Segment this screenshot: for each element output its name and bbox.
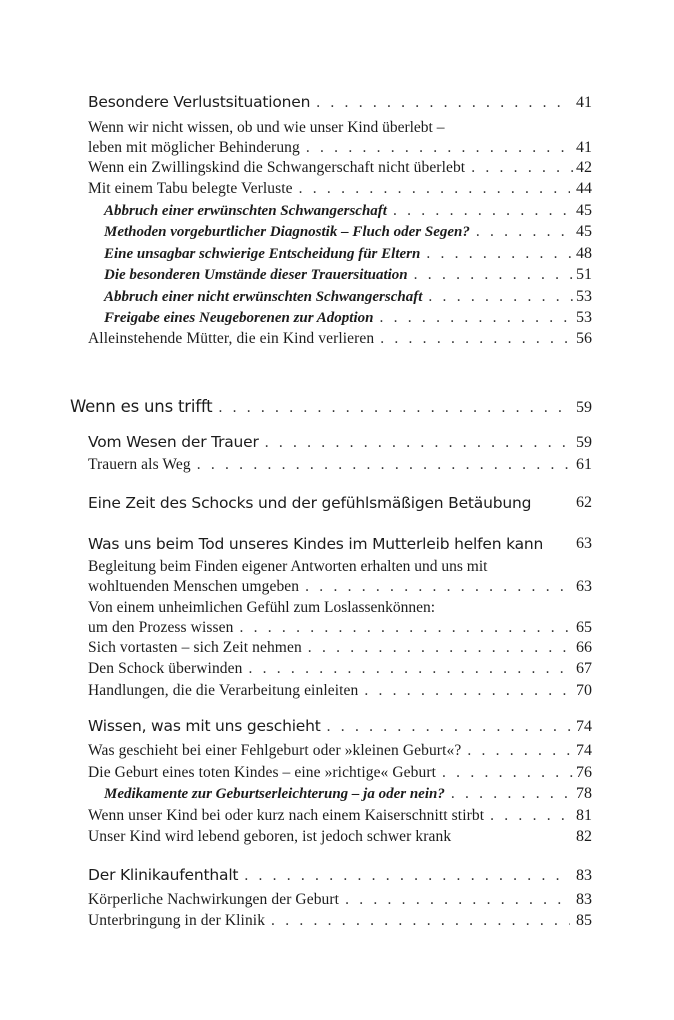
toc-entry [88,455,592,475]
toc-entry-title: Körperliche Nachwirkungen der Geburt [88,891,340,908]
toc-entry-title: Was geschieht bei einer Fehlgeburt oder »kleinen Geburt«? [88,742,462,759]
toc-entry-title-line1: Wenn wir nicht wissen, ob und wie unser Kind überlebt – [88,119,445,136]
toc-entry-sub [104,265,592,285]
toc-page-number: 51 [576,266,592,283]
toc-entry [88,158,592,178]
toc-page-number: 78 [576,785,592,802]
toc-entry [88,911,592,931]
toc-page-number: 41 [576,139,592,156]
toc-entry [88,890,592,910]
toc-entry-title: Methoden vorgeburtlicher Diagnostik – Fluch oder Segen? [104,224,470,240]
toc-entry-title: Eine unsagbar schwierige Entscheidung für Eltern [104,246,421,262]
toc-entry-title: Den Schock überwinden [88,660,243,677]
toc-entry-sub [104,784,592,804]
dot-leader [305,577,570,597]
toc-page-number: 42 [576,159,592,176]
toc-page-number: 76 [576,764,592,781]
toc-page-number: 85 [576,912,592,929]
toc-page-number: 53 [576,309,592,326]
toc-entry-section [88,493,592,513]
toc-page-number: 74 [576,742,592,759]
toc-entry-section [88,865,592,886]
toc-entry-title: leben mit möglicher Behinderung [88,139,300,156]
dot-leader [345,890,571,910]
toc-entry [88,681,592,701]
toc-page-number: 63 [576,535,592,552]
dot-leader [316,93,571,113]
dot-leader [364,681,572,701]
toc-entry-title: Wenn es uns trifft [70,397,213,416]
toc-page-number: 70 [576,682,592,699]
toc-entry-section [88,716,592,737]
toc-entry-title: Handlungen, die die Verarbeitung einleiten [88,682,359,699]
dot-leader [248,659,569,679]
toc-page-number: 67 [576,660,592,677]
toc-entry-title: wohltuenden Menschen umgeben [88,578,300,595]
dot-leader [414,265,573,285]
toc-entry-title: Unser Kind wird lebend geboren, ist jedoch schwer krank [88,828,452,845]
toc-entry [88,827,592,847]
dot-leader [239,618,568,638]
toc-page-number: 83 [576,891,592,908]
toc-entry-title: Unterbringung in der Klinik [88,912,266,929]
toc-entry [88,179,592,199]
toc-entry-title: Was uns beim Tod unseres Kindes im Mutterleib helfen kann [88,535,544,553]
toc-entry-sub [104,222,592,242]
toc-entry [88,659,592,679]
toc-entry [88,806,592,826]
toc-entry-sub [104,201,592,221]
toc-entry-title: Abbruch einer nicht erwünschten Schwangerschaft [104,289,423,305]
dot-leader [380,329,572,349]
toc-page-number: 45 [576,202,592,219]
toc-entry [88,118,592,158]
toc-page-number: 74 [576,718,592,735]
toc-entry-title: Wenn unser Kind bei oder kurz nach einem Kaiserschnitt stirbt [88,807,485,824]
toc-entry-title: Mit einem Tabu belegte Verluste [88,180,293,197]
toc-entry-chapter [70,397,592,418]
dot-leader [327,717,571,737]
toc-page-number: 62 [576,494,592,511]
toc-page-number: 41 [576,94,592,111]
dot-leader [308,638,571,658]
toc-entry-title: Die besonderen Umstände dieser Trauersituation [104,267,408,283]
toc-page-number: 48 [576,245,592,262]
toc-entry-title: Sich vortasten – sich Zeit nehmen [88,639,302,656]
toc-entry [88,638,592,658]
toc-entry-title: Abbruch einer erwünschten Schwangerschaft [104,203,387,219]
dot-leader [244,866,569,886]
toc-page-number: 66 [576,639,592,656]
dot-leader [218,398,568,418]
toc-entry-sub [104,287,592,307]
toc-entry-title: Eine Zeit des Schocks und der gefühlsmäßigen Betäubung [88,494,532,512]
toc-entry-title-line1: Von einem unheimlichen Gefühl zum Loslassenkönnen: [88,599,436,616]
toc-entry-sub [104,308,592,328]
dot-leader [299,179,571,199]
toc-entry-title-line1: Begleitung beim Finden eigener Antworten erhalten und uns mit [88,558,488,575]
toc-entry-title: Der Klinikaufenthalt [88,866,239,884]
toc-entry [88,763,592,783]
toc-page-number: 53 [576,288,592,305]
toc-page-number: 82 [576,828,592,845]
toc-entry-section [88,534,592,554]
toc-entry [88,741,592,761]
toc-entry [88,557,592,597]
toc-page-number: 81 [576,807,592,824]
toc-entry-title: Besondere Verlustsituationen [88,93,311,111]
toc-entry-section [88,432,592,453]
dot-leader [393,201,573,221]
toc-entry-sub [104,244,592,264]
dot-leader [265,433,570,453]
toc-page-number: 56 [576,330,592,347]
toc-page-number: 59 [576,399,592,416]
toc-entry-title: Wenn ein Zwillingskind die Schwangerschaft nicht überlebt [88,159,466,176]
dot-leader [306,138,571,158]
toc-page-number: 44 [576,180,592,197]
toc-entry-title: Die Geburt eines toten Kindes – eine »richtige« Geburt [88,764,437,781]
toc-entry-title: Trauern als Weg [88,456,191,473]
toc-page-number: 59 [576,434,592,451]
toc-entry-title: Medikamente zur Geburtserleichterung – ja oder nein? [104,786,445,802]
toc-entry [88,598,592,638]
toc-entry-title: Freigabe eines Neugeborenen zur Adoption [104,310,374,326]
toc-page-number: 61 [576,456,592,473]
toc-page-number: 63 [576,578,592,595]
toc-entry-title: um den Prozess wissen [88,619,234,636]
toc-page-number: 83 [576,867,592,884]
dot-leader [197,455,568,475]
toc-entry-section [88,92,592,113]
toc-entry-title: Vom Wesen der Trauer [88,433,259,451]
toc-page-number: 45 [576,223,592,240]
toc-entry-title: Wissen, was mit uns geschieht [88,717,321,735]
toc-entry-title: Alleinstehende Mütter, die ein Kind verlieren [88,330,375,347]
toc-page-number: 65 [576,619,592,636]
dot-leader [271,911,570,931]
dot-leader [379,308,572,328]
toc-entry [88,329,592,349]
